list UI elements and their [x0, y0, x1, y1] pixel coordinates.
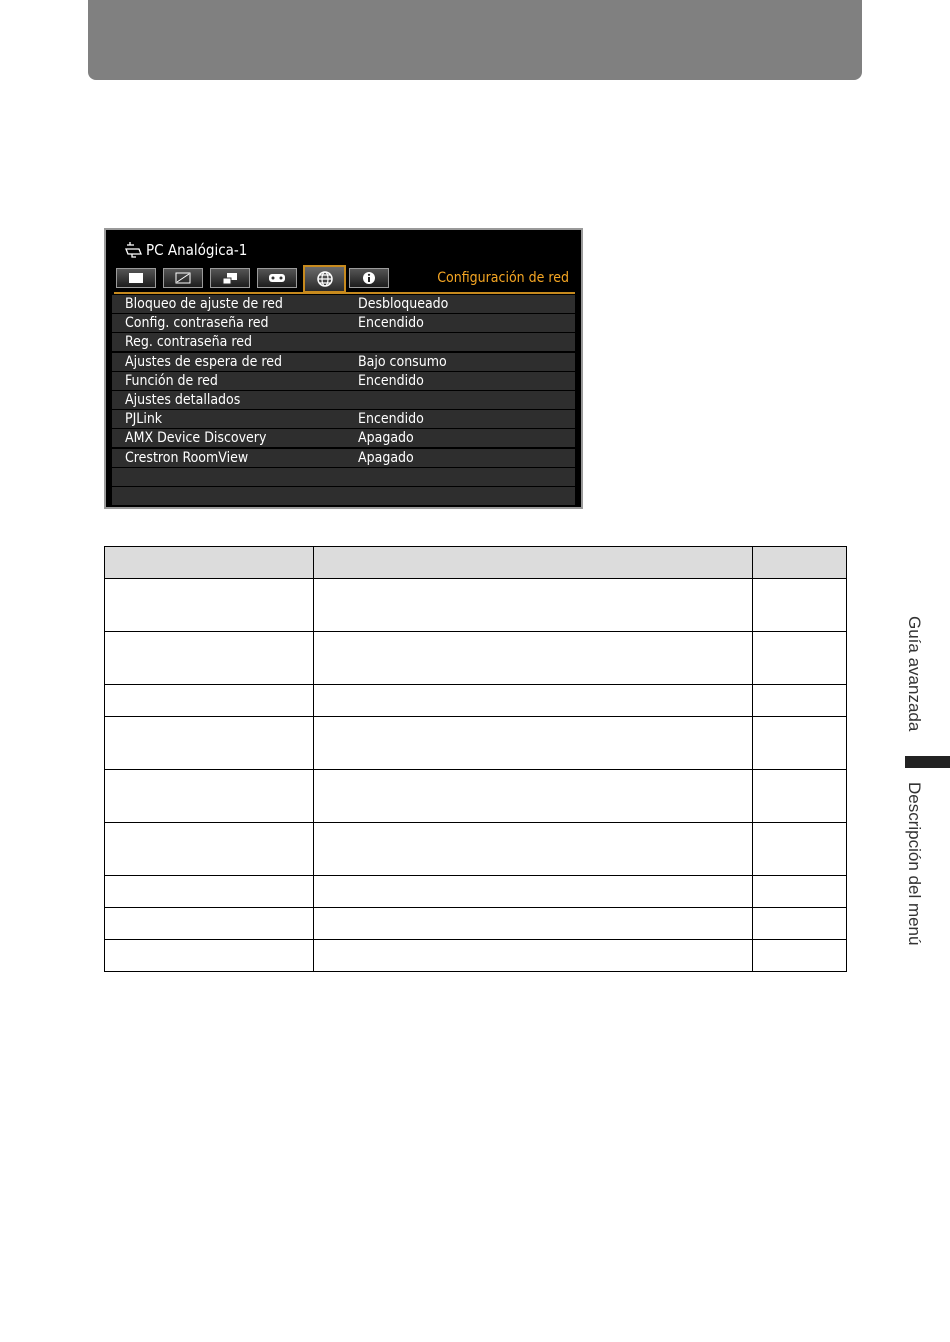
menu-item-label: Reg. contraseña red — [125, 334, 252, 351]
projector-menu-screen — [104, 228, 583, 509]
table-cell — [314, 579, 753, 632]
table-cell — [105, 940, 314, 972]
input-source-label: PC Analógica-1 — [146, 241, 248, 259]
table-cell — [314, 632, 753, 685]
table-row — [105, 717, 847, 770]
menu-item[interactable] — [112, 372, 575, 390]
table-row — [105, 876, 847, 908]
tab-network[interactable] — [303, 265, 346, 293]
table-cell — [105, 876, 314, 908]
info-icon — [362, 271, 376, 285]
table-cell — [753, 685, 847, 717]
menu-item[interactable] — [112, 314, 575, 332]
table-cell — [753, 632, 847, 685]
menu-item-value: Desbloqueado — [358, 296, 449, 312]
table-cell — [105, 823, 314, 876]
menu-item[interactable] — [112, 333, 575, 351]
table-cell — [753, 823, 847, 876]
section-title: Configuración de red — [437, 270, 569, 286]
menu-item-label: PJLink — [125, 411, 163, 428]
table-cell — [314, 823, 753, 876]
table-cell — [314, 770, 753, 823]
table-row — [105, 908, 847, 940]
menu-item-label: Crestron RoomView — [125, 449, 249, 466]
table-cell — [753, 579, 847, 632]
menu-item[interactable] — [112, 487, 575, 505]
table-header-cell — [753, 547, 847, 579]
table-cell — [105, 770, 314, 823]
menu-item-value: Apagado — [358, 430, 414, 447]
page-header-band — [88, 0, 862, 80]
menu-item-label: Ajustes detallados — [125, 391, 241, 408]
table-cell — [314, 908, 753, 940]
table-cell — [105, 632, 314, 685]
menu-item[interactable] — [112, 468, 575, 486]
menu-item-label: Ajustes de espera de red — [125, 353, 282, 370]
tab-installation[interactable] — [210, 268, 250, 288]
menu-item-value: Encendido — [358, 411, 424, 428]
network-globe-icon — [316, 270, 334, 288]
table-row — [105, 579, 847, 632]
menu-item-value: Encendido — [358, 372, 424, 389]
input-source-title — [124, 239, 247, 261]
table-row — [105, 940, 847, 972]
table-cell — [314, 717, 753, 770]
table-row — [105, 685, 847, 717]
menu-item[interactable] — [112, 391, 575, 409]
table-row — [105, 632, 847, 685]
table-cell — [314, 876, 753, 908]
table-cell — [105, 685, 314, 717]
menu-item[interactable] — [112, 449, 575, 467]
menu-item-value: Bajo consumo — [358, 353, 447, 370]
table-row — [105, 823, 847, 876]
tab-system[interactable] — [257, 268, 297, 288]
table-cell — [314, 940, 753, 972]
table-header-cell — [314, 547, 753, 579]
table-cell — [753, 908, 847, 940]
side-tab-lower: Descripción del menú — [905, 782, 924, 946]
tab-image[interactable] — [116, 268, 156, 288]
table-cell — [753, 940, 847, 972]
table-cell — [105, 579, 314, 632]
tab-info[interactable] — [349, 268, 389, 288]
menu-item-label: AMX Device Discovery — [125, 430, 267, 447]
installation-icon — [221, 272, 239, 285]
menu-item-label: Bloqueo de ajuste de red — [125, 296, 283, 312]
menu-item[interactable] — [112, 353, 575, 371]
description-table — [104, 546, 847, 972]
menu-item[interactable] — [112, 295, 575, 313]
menu-item-value: Apagado — [358, 449, 414, 466]
network-menu-list — [112, 295, 575, 506]
menu-item-label: Función de red — [125, 372, 218, 389]
table-cell — [753, 876, 847, 908]
table-cell — [314, 685, 753, 717]
menu-item-value: Encendido — [358, 315, 424, 332]
section-underline — [114, 292, 575, 294]
input-source-icon — [124, 241, 144, 259]
table-cell — [105, 908, 314, 940]
side-tab-marker — [905, 756, 950, 768]
table-row — [105, 770, 847, 823]
system-icon — [268, 272, 286, 284]
menu-item[interactable] — [112, 429, 575, 447]
table-cell — [105, 717, 314, 770]
table-header-cell — [105, 547, 314, 579]
menu-item[interactable] — [112, 410, 575, 428]
table-header-row — [105, 547, 847, 579]
side-tab-upper: Guía avanzada — [905, 616, 924, 732]
image-icon — [128, 272, 144, 284]
menu-item-label: Config. contraseña red — [125, 315, 269, 332]
table-cell — [753, 717, 847, 770]
tab-adjust[interactable] — [163, 268, 203, 288]
table-cell — [753, 770, 847, 823]
adjust-icon — [175, 272, 191, 284]
